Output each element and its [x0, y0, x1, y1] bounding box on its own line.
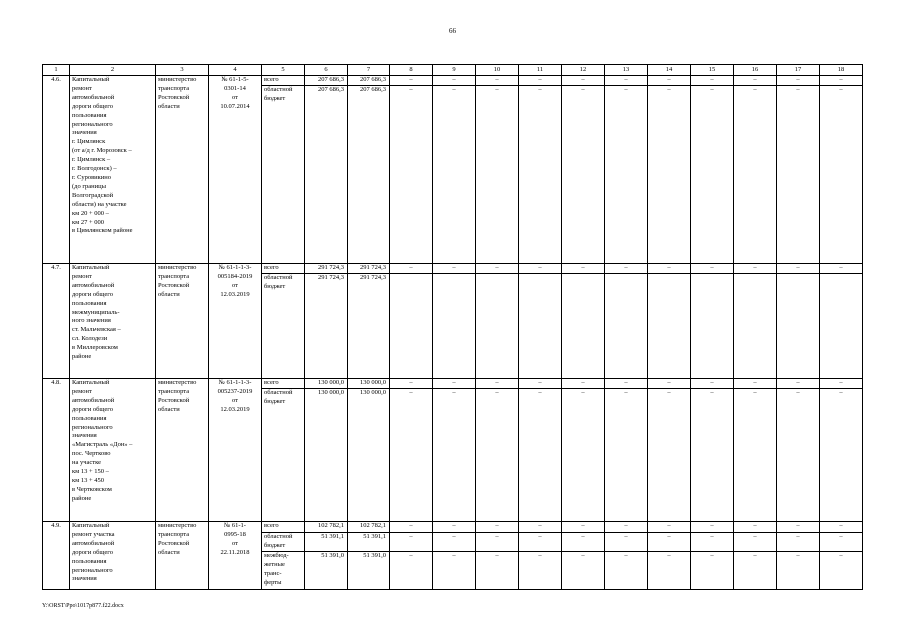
amount-col-7: 291 724,3	[348, 264, 390, 274]
value-cell: –	[691, 522, 734, 533]
value-cell: –	[519, 379, 562, 389]
funding-source: всего	[262, 379, 305, 389]
value-cell: –	[562, 533, 605, 552]
value-cell: –	[519, 389, 562, 522]
value-cell	[734, 274, 777, 379]
value-cell: –	[433, 379, 476, 389]
column-number-cell: 7	[348, 65, 390, 76]
column-number-cell: 6	[305, 65, 348, 76]
column-number-cell: 16	[734, 65, 777, 76]
value-cell: –	[691, 379, 734, 389]
value-cell: –	[605, 522, 648, 533]
value-cell: –	[476, 522, 519, 533]
value-cell: –	[519, 76, 562, 86]
value-cell	[433, 274, 476, 379]
value-cell: –	[648, 264, 691, 274]
amount-col-6: 291 724,3	[305, 264, 348, 274]
project-title: Капитальный ремонт автомобильной дороги общего пользования регионального значения г. Цимлянск (от а/д г. Морозовск – г. Цимлянск – г. Волгодонск) – г. Суровикино (до границы Волгоградской области) на участке км 20 + 000 – км 27 + 000 в Цимлянском районе	[70, 76, 156, 264]
amount-col-7: 130 000,0	[348, 389, 390, 522]
value-cell: –	[562, 76, 605, 86]
value-cell: –	[734, 86, 777, 264]
project-title: Капитальный ремонт участка автомобильной дороги общего пользования регионального значения	[70, 522, 156, 590]
value-cell: –	[390, 264, 433, 274]
value-cell: –	[476, 379, 519, 389]
value-cell: –	[820, 76, 863, 86]
value-cell: –	[390, 76, 433, 86]
value-cell	[562, 274, 605, 379]
item-number: 4.7.	[43, 264, 70, 379]
value-cell: –	[820, 86, 863, 264]
value-cell: –	[820, 389, 863, 522]
project-title: Капитальный ремонт автомобильной дороги общего пользования регионального значения «Магистраль «Дон» – пос. Чертково на участке км 13 + 150 – км 13 + 450 в Чертковском районе	[70, 379, 156, 522]
responsible-org: министерство транспорта Ростовской области	[156, 264, 209, 379]
value-cell	[691, 274, 734, 379]
value-cell	[820, 274, 863, 379]
funding-source: всего	[262, 264, 305, 274]
value-cell: –	[562, 522, 605, 533]
amount-col-7: 207 686,3	[348, 86, 390, 264]
document-reference: № 61-1-5- 0301-14 от 10.07.2014	[209, 76, 262, 264]
table-row	[43, 76, 863, 86]
item-number: 4.8.	[43, 379, 70, 522]
item-number: 4.9.	[43, 522, 70, 590]
value-cell: –	[433, 76, 476, 86]
column-number-cell: 12	[562, 65, 605, 76]
data-table	[42, 64, 863, 590]
value-cell: –	[433, 551, 476, 589]
column-number-cell: 5	[262, 65, 305, 76]
value-cell: –	[734, 379, 777, 389]
value-cell: –	[777, 522, 820, 533]
value-cell: –	[519, 533, 562, 552]
value-cell: –	[777, 379, 820, 389]
table-row	[43, 522, 863, 533]
value-cell: –	[691, 86, 734, 264]
value-cell: –	[476, 86, 519, 264]
value-cell: –	[820, 551, 863, 589]
project-title: Капитальный ремонт автомобильной дороги общего пользования межмуниципаль- ного значения ст. Мальчевская – сл. Колодези в Миллеровском районе	[70, 264, 156, 379]
value-cell	[476, 274, 519, 379]
value-cell: –	[390, 551, 433, 589]
value-cell: –	[433, 86, 476, 264]
value-cell	[777, 274, 820, 379]
amount-col-7: 291 724,3	[348, 274, 390, 379]
funding-source: областной бюджет	[262, 86, 305, 264]
value-cell: –	[476, 551, 519, 589]
funding-source: областной бюджет	[262, 389, 305, 522]
funding-source: межбюд- жетные транс- ферты	[262, 551, 305, 589]
document-reference: № 61-1-1-3- 005184-2019 от 12.03.2019	[209, 264, 262, 379]
value-cell: –	[433, 533, 476, 552]
value-cell: –	[519, 522, 562, 533]
value-cell: –	[476, 76, 519, 86]
page-number: 66	[449, 27, 456, 35]
column-number-cell: 1	[43, 65, 70, 76]
value-cell: –	[476, 533, 519, 552]
value-cell	[519, 274, 562, 379]
value-cell: –	[390, 86, 433, 264]
item-number: 4.6.	[43, 76, 70, 264]
responsible-org: министерство транспорта Ростовской области	[156, 76, 209, 264]
amount-col-6: 130 000,0	[305, 389, 348, 522]
amount-col-7: 51 391,1	[348, 533, 390, 552]
responsible-org: министерство транспорта Ростовской области	[156, 522, 209, 590]
column-numbers-row	[43, 65, 863, 76]
value-cell: –	[476, 264, 519, 274]
value-cell: –	[605, 86, 648, 264]
value-cell: –	[734, 533, 777, 552]
table-row	[43, 264, 863, 274]
column-number-cell: 10	[476, 65, 519, 76]
amount-col-6: 207 686,3	[305, 86, 348, 264]
value-cell: –	[562, 551, 605, 589]
value-cell: –	[433, 389, 476, 522]
amount-col-6: 291 724,3	[305, 274, 348, 379]
responsible-org: министерство транспорта Ростовской области	[156, 379, 209, 522]
value-cell: –	[691, 389, 734, 522]
column-number-cell: 17	[777, 65, 820, 76]
amount-col-6: 207 686,3	[305, 76, 348, 86]
value-cell: –	[691, 76, 734, 86]
value-cell: –	[562, 389, 605, 522]
value-cell: –	[691, 533, 734, 552]
value-cell: –	[519, 551, 562, 589]
column-number-cell: 2	[70, 65, 156, 76]
value-cell: –	[734, 389, 777, 522]
value-cell: –	[777, 551, 820, 589]
funding-source: областной бюджет	[262, 274, 305, 379]
column-number-cell: 8	[390, 65, 433, 76]
column-number-cell: 4	[209, 65, 262, 76]
value-cell: –	[734, 551, 777, 589]
value-cell: –	[433, 522, 476, 533]
column-number-cell: 14	[648, 65, 691, 76]
value-cell: –	[691, 551, 734, 589]
column-number-cell: 3	[156, 65, 209, 76]
value-cell: –	[390, 522, 433, 533]
amount-col-6: 51 391,1	[305, 533, 348, 552]
value-cell: –	[562, 264, 605, 274]
value-cell: –	[605, 389, 648, 522]
value-cell: –	[648, 76, 691, 86]
value-cell: –	[734, 264, 777, 274]
value-cell: –	[390, 379, 433, 389]
amount-col-7: 130 000,0	[348, 379, 390, 389]
value-cell: –	[777, 86, 820, 264]
column-number-cell: 11	[519, 65, 562, 76]
column-number-cell: 9	[433, 65, 476, 76]
value-cell: –	[734, 522, 777, 533]
value-cell	[390, 274, 433, 379]
value-cell: –	[605, 264, 648, 274]
amount-col-6: 51 391,0	[305, 551, 348, 589]
value-cell: –	[777, 264, 820, 274]
value-cell: –	[820, 379, 863, 389]
footer-file-path: Y:\ORST\Ppo\1017p877.f22.docx	[42, 603, 124, 609]
value-cell: –	[605, 379, 648, 389]
value-cell: –	[390, 533, 433, 552]
value-cell: –	[648, 533, 691, 552]
value-cell: –	[562, 379, 605, 389]
table-row	[43, 379, 863, 389]
funding-source: областной бюджет	[262, 533, 305, 552]
value-cell: –	[648, 379, 691, 389]
value-cell: –	[648, 551, 691, 589]
value-cell: –	[777, 389, 820, 522]
value-cell: –	[734, 76, 777, 86]
funding-source: всего	[262, 76, 305, 86]
value-cell: –	[519, 86, 562, 264]
amount-col-6: 102 782,1	[305, 522, 348, 533]
value-cell: –	[820, 522, 863, 533]
value-cell	[648, 274, 691, 379]
column-number-cell: 15	[691, 65, 734, 76]
amount-col-6: 130 000,0	[305, 379, 348, 389]
value-cell: –	[390, 389, 433, 522]
value-cell: –	[648, 522, 691, 533]
column-number-cell: 13	[605, 65, 648, 76]
value-cell: –	[562, 86, 605, 264]
amount-col-7: 51 391,0	[348, 551, 390, 589]
value-cell: –	[691, 264, 734, 274]
funding-source: всего	[262, 522, 305, 533]
value-cell: –	[648, 389, 691, 522]
value-cell	[605, 274, 648, 379]
value-cell: –	[519, 264, 562, 274]
value-cell: –	[820, 264, 863, 274]
value-cell: –	[777, 76, 820, 86]
value-cell: –	[820, 533, 863, 552]
value-cell: –	[605, 551, 648, 589]
value-cell: –	[433, 264, 476, 274]
value-cell: –	[476, 389, 519, 522]
column-number-cell: 18	[820, 65, 863, 76]
value-cell: –	[777, 533, 820, 552]
value-cell: –	[605, 76, 648, 86]
value-cell: –	[648, 86, 691, 264]
document-reference: № 61-1-1-3- 005237-2019 от 12.03.2019	[209, 379, 262, 522]
amount-col-7: 207 686,3	[348, 76, 390, 86]
value-cell: –	[605, 533, 648, 552]
document-reference: № 61-1- 0995-18 от 22.11.2018	[209, 522, 262, 590]
amount-col-7: 102 782,1	[348, 522, 390, 533]
